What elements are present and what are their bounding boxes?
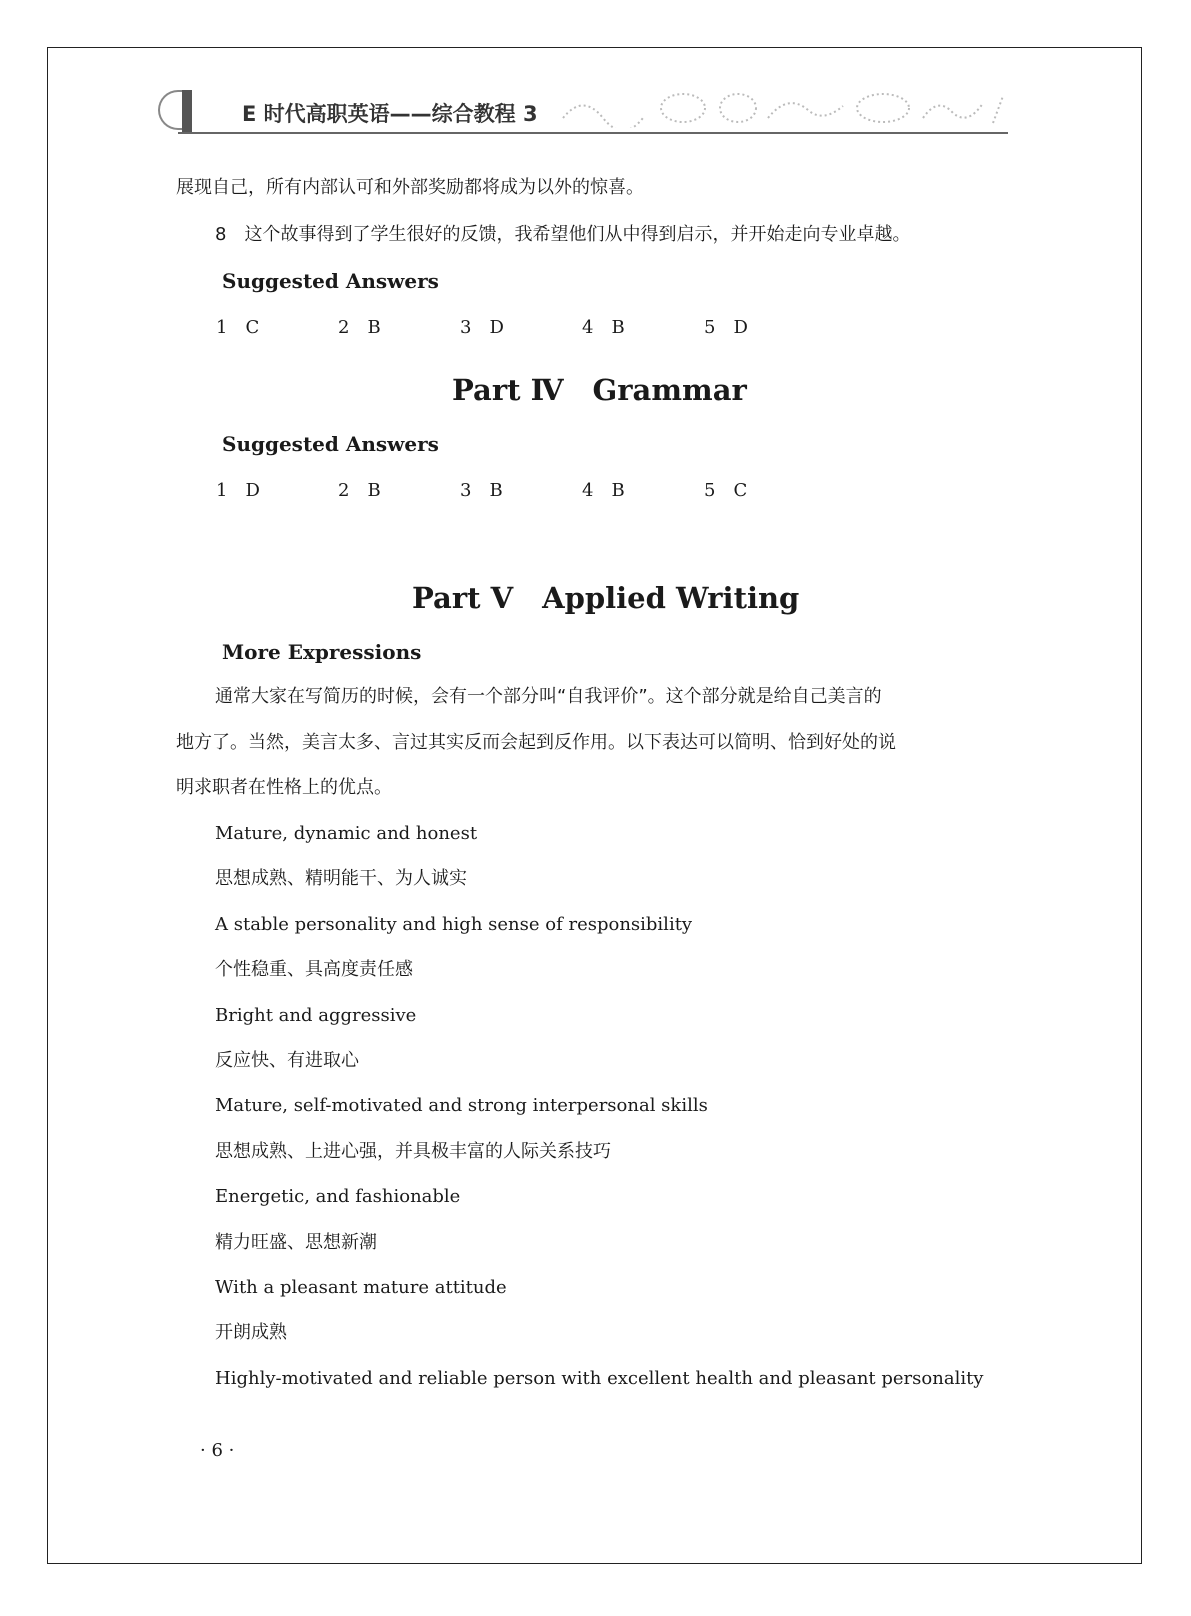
header-rule [178,132,1008,134]
expression-zh: 反应快、有进取心 [215,1050,359,1071]
expression-zh: 思想成熟、上进心强，并具极丰富的人际关系技巧 [215,1141,611,1162]
answers-row-2 [216,476,822,501]
expression-en: Highly-motivated and reliable person with excellent health and pleasant personality [215,1368,984,1389]
answer-item: 5 C [704,480,748,501]
paragraph-line-2: 地方了。当然，美言太多、言过其实反而会起到反作用。以下表达可以简明、恰到好处的说 [176,732,896,753]
expression-en: Bright and aggressive [215,1005,417,1026]
page-number: · 6 · [200,1440,235,1461]
intro-line-2: 8 这个故事得到了学生很好的反馈，我希望他们从中得到启示，并开始走向专业卓越。 [215,224,911,245]
more-expressions-heading: More Expressions [222,640,422,664]
answer-item: 5 D [704,317,748,338]
expression-zh: 个性稳重、具高度责任感 [215,959,413,980]
answer-item: 4 B [582,317,625,338]
expression-en: With a pleasant mature attitude [215,1277,507,1298]
page-frame [47,47,1142,1564]
expression-zh: 思想成熟、精明能干、为人诚实 [215,868,467,889]
answer-item: 1 D [216,480,260,501]
expression-en: Mature, self-motivated and strong interpersonal skills [215,1095,708,1116]
answer-item: 1 C [216,317,260,338]
paragraph-line-3: 明求职者在性格上的优点。 [176,777,392,798]
suggested-answers-heading-2: Suggested Answers [222,432,439,456]
expression-en: A stable personality and high sense of responsibility [215,914,693,935]
expression-zh: 开朗成熟 [215,1322,287,1343]
answers-row-1 [216,313,822,338]
suggested-answers-heading-1: Suggested Answers [222,269,439,293]
answer-item: 2 B [338,317,381,338]
running-header [158,84,1008,136]
expression-zh: 精力旺盛、思想新潮 [215,1232,377,1253]
header-bar-ornament [182,90,192,132]
expression-en: Mature, dynamic and honest [215,823,478,844]
answer-item: 4 B [582,480,625,501]
header-title: E 时代高职英语——综合教程 3 [242,102,538,126]
part-5-title: Part Ⅴ Applied Writing [412,581,800,615]
intro-line-1: 展现自己，所有内部认可和外部奖励都将成为以外的惊喜。 [176,177,644,198]
header-decoration [553,88,1008,128]
expression-en: Energetic, and fashionable [215,1186,461,1207]
paragraph-line-1: 通常大家在写简历的时候，会有一个部分叫“自我评价”。这个部分就是给自己美言的 [215,686,882,707]
part-4-title: Part Ⅳ Grammar [452,373,747,407]
answer-item: 3 B [460,480,503,501]
answer-item: 2 B [338,480,381,501]
answer-item: 3 D [460,317,504,338]
